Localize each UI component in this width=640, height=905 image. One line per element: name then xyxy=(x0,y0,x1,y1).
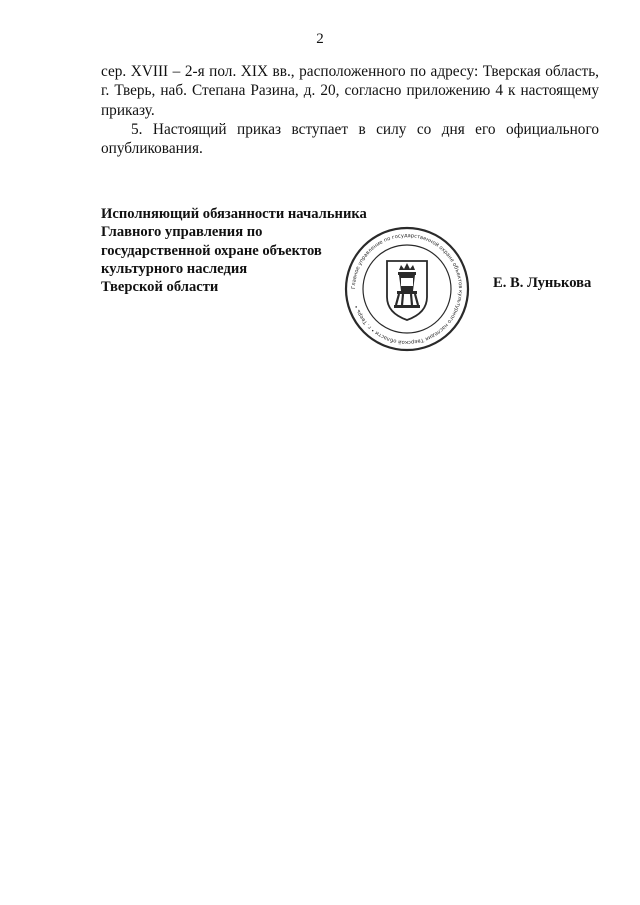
position-line: культурного наследия xyxy=(101,260,248,277)
position-line: Главного управления по xyxy=(101,224,263,241)
svg-text:Главное управление по государс: Главное управление по государственной охране объектов культурного наследия Тверской области • г. Тверь • xyxy=(350,232,464,346)
coat-of-arms-icon xyxy=(387,261,427,320)
position-line: Тверской области xyxy=(101,279,219,296)
signatory-position xyxy=(101,205,367,296)
official-seal xyxy=(343,225,471,353)
signatory-name: Е. В. Лунькова xyxy=(493,275,592,291)
paragraph-item-5: 5. Настоящий приказ вступает в силу со дня его официального опубликования. xyxy=(101,120,599,158)
position-line: Исполняющий обязанности начальника xyxy=(101,206,367,222)
page-number: 2 xyxy=(316,31,324,47)
document-body xyxy=(101,62,599,158)
position-line: государственной охране объектов xyxy=(101,242,322,259)
paragraph-continued: сер. XVIII – 2-я пол. XIX вв., расположенного по адресу: Тверская область, г. Тверь, наб. Степана Разина, д. 20, согласно приложению 4 к настоящему приказу. xyxy=(101,63,599,119)
